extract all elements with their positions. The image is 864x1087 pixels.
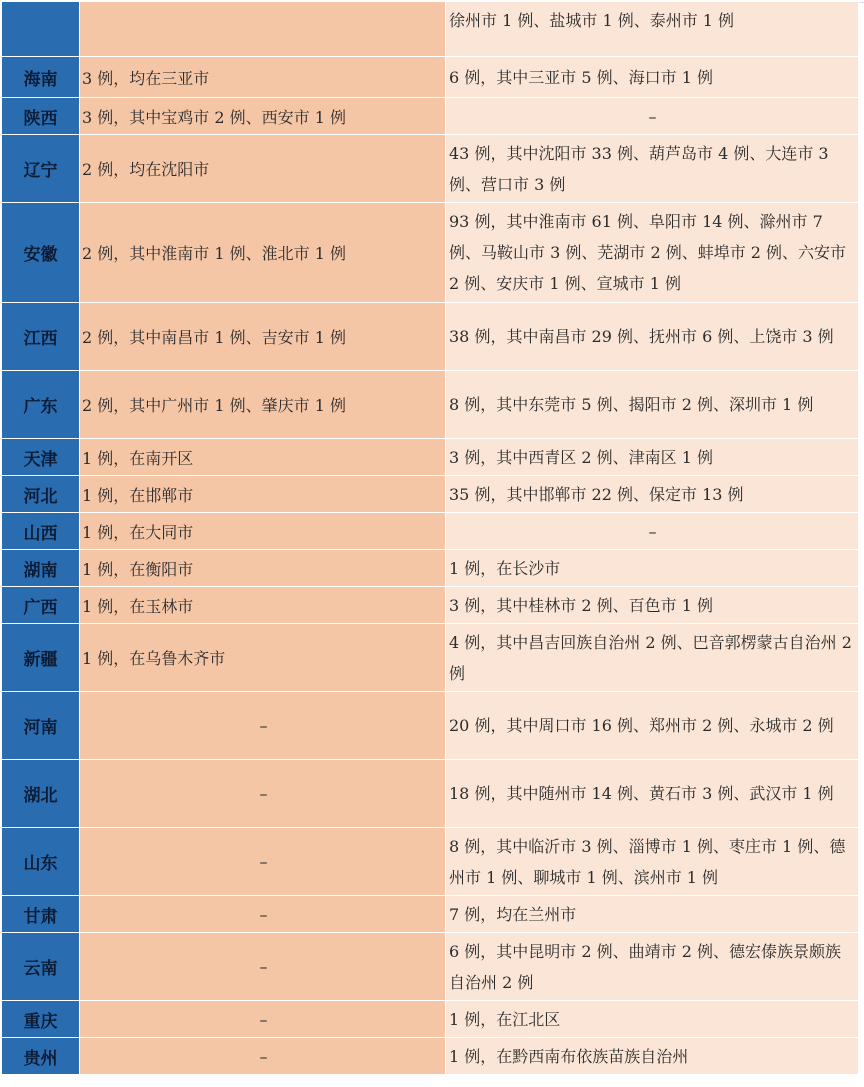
table-row [2, 2, 859, 57]
local-cases-cell: – [80, 896, 446, 933]
province-cell: 江西 [2, 303, 80, 371]
other-cases-cell: 4 例，其中昌吉回族自治州 2 例、巴音郭楞蒙古自治州 2 例 [446, 624, 859, 692]
other-cases-cell: 徐州市 1 例、盐城市 1 例、泰州市 1 例 [446, 2, 859, 57]
table-row [2, 439, 859, 476]
table-row [2, 587, 859, 624]
province-cell [2, 2, 80, 57]
local-cases-cell: 3 例，其中宝鸡市 2 例、西安市 1 例 [80, 98, 446, 135]
local-cases-cell: 1 例，在衡阳市 [80, 550, 446, 587]
local-cases-cell: – [80, 692, 446, 760]
province-cell: 湖北 [2, 760, 80, 828]
table-row [2, 760, 859, 828]
local-cases-cell: – [80, 1038, 446, 1075]
other-cases-cell: 1 例，在江北区 [446, 1001, 859, 1038]
province-cell: 甘肃 [2, 896, 80, 933]
table-row [2, 371, 859, 439]
other-cases-cell: 7 例，均在兰州市 [446, 896, 859, 933]
province-cell: 广西 [2, 587, 80, 624]
local-cases-cell: 1 例，在南开区 [80, 439, 446, 476]
province-cell: 湖南 [2, 550, 80, 587]
table-row [2, 692, 859, 760]
table-row [2, 513, 859, 550]
table-row [2, 57, 859, 98]
province-cell: 海南 [2, 57, 80, 98]
province-cell: 河北 [2, 476, 80, 513]
other-cases-cell: 1 例，在黔西南布依族苗族自治州 [446, 1038, 859, 1075]
local-cases-cell: 2 例，其中南昌市 1 例、吉安市 1 例 [80, 303, 446, 371]
local-cases-cell: – [80, 1001, 446, 1038]
province-cell: 云南 [2, 933, 80, 1001]
local-cases-cell [80, 2, 446, 57]
other-cases-cell: 93 例，其中淮南市 61 例、阜阳市 14 例、滁州市 7 例、马鞍山市 3 例、芜湖市 2 例、蚌埠市 2 例、六安市 2 例、安庆市 1 例、宣城市 1 例 [446, 203, 859, 303]
province-cell: 陕西 [2, 98, 80, 135]
other-cases-cell: 3 例，其中桂林市 2 例、百色市 1 例 [446, 587, 859, 624]
province-cell: 天津 [2, 439, 80, 476]
table-row [2, 203, 859, 303]
local-cases-cell: 1 例，在乌鲁木齐市 [80, 624, 446, 692]
local-cases-cell: 1 例，在大同市 [80, 513, 446, 550]
table-row [2, 933, 859, 1001]
local-cases-cell: – [80, 828, 446, 896]
other-cases-cell: – [446, 513, 859, 550]
other-cases-cell: 6 例，其中三亚市 5 例、海口市 1 例 [446, 57, 859, 98]
other-cases-cell: 18 例，其中随州市 14 例、黄石市 3 例、武汉市 1 例 [446, 760, 859, 828]
case-table [1, 1, 859, 1075]
local-cases-cell: 1 例，在玉林市 [80, 587, 446, 624]
province-cell: 广东 [2, 371, 80, 439]
table-row [2, 1038, 859, 1075]
local-cases-cell: 2 例，其中广州市 1 例、肇庆市 1 例 [80, 371, 446, 439]
other-cases-cell: 1 例，在长沙市 [446, 550, 859, 587]
local-cases-cell: 1 例，在邯郸市 [80, 476, 446, 513]
province-cell: 安徽 [2, 203, 80, 303]
province-cell: 山西 [2, 513, 80, 550]
table-row [2, 1001, 859, 1038]
table-row [2, 476, 859, 513]
province-cell: 新疆 [2, 624, 80, 692]
case-table-body [2, 2, 859, 1075]
other-cases-cell: 8 例，其中东莞市 5 例、揭阳市 2 例、深圳市 1 例 [446, 371, 859, 439]
table-row [2, 828, 859, 896]
local-cases-cell: – [80, 760, 446, 828]
table-row [2, 135, 859, 203]
table-row [2, 896, 859, 933]
table-row [2, 550, 859, 587]
other-cases-cell: 8 例，其中临沂市 3 例、淄博市 1 例、枣庄市 1 例、德州市 1 例、聊城市 1 例、滨州市 1 例 [446, 828, 859, 896]
province-cell: 山东 [2, 828, 80, 896]
other-cases-cell: 3 例，其中西青区 2 例、津南区 1 例 [446, 439, 859, 476]
table-row [2, 98, 859, 135]
other-cases-cell: 38 例，其中南昌市 29 例、抚州市 6 例、上饶市 3 例 [446, 303, 859, 371]
other-cases-cell: – [446, 98, 859, 135]
province-cell: 辽宁 [2, 135, 80, 203]
local-cases-cell: 3 例，均在三亚市 [80, 57, 446, 98]
province-cell: 河南 [2, 692, 80, 760]
other-cases-cell: 6 例，其中昆明市 2 例、曲靖市 2 例、德宏傣族景颇族自治州 2 例 [446, 933, 859, 1001]
province-cell: 贵州 [2, 1038, 80, 1075]
table-row [2, 624, 859, 692]
local-cases-cell: 2 例，其中淮南市 1 例、淮北市 1 例 [80, 203, 446, 303]
table-row [2, 303, 859, 371]
other-cases-cell: 20 例，其中周口市 16 例、郑州市 2 例、永城市 2 例 [446, 692, 859, 760]
other-cases-cell: 43 例，其中沈阳市 33 例、葫芦岛市 4 例、大连市 3 例、营口市 3 例 [446, 135, 859, 203]
other-cases-cell: 35 例，其中邯郸市 22 例、保定市 13 例 [446, 476, 859, 513]
province-cell: 重庆 [2, 1001, 80, 1038]
local-cases-cell: 2 例，均在沈阳市 [80, 135, 446, 203]
local-cases-cell: – [80, 933, 446, 1001]
